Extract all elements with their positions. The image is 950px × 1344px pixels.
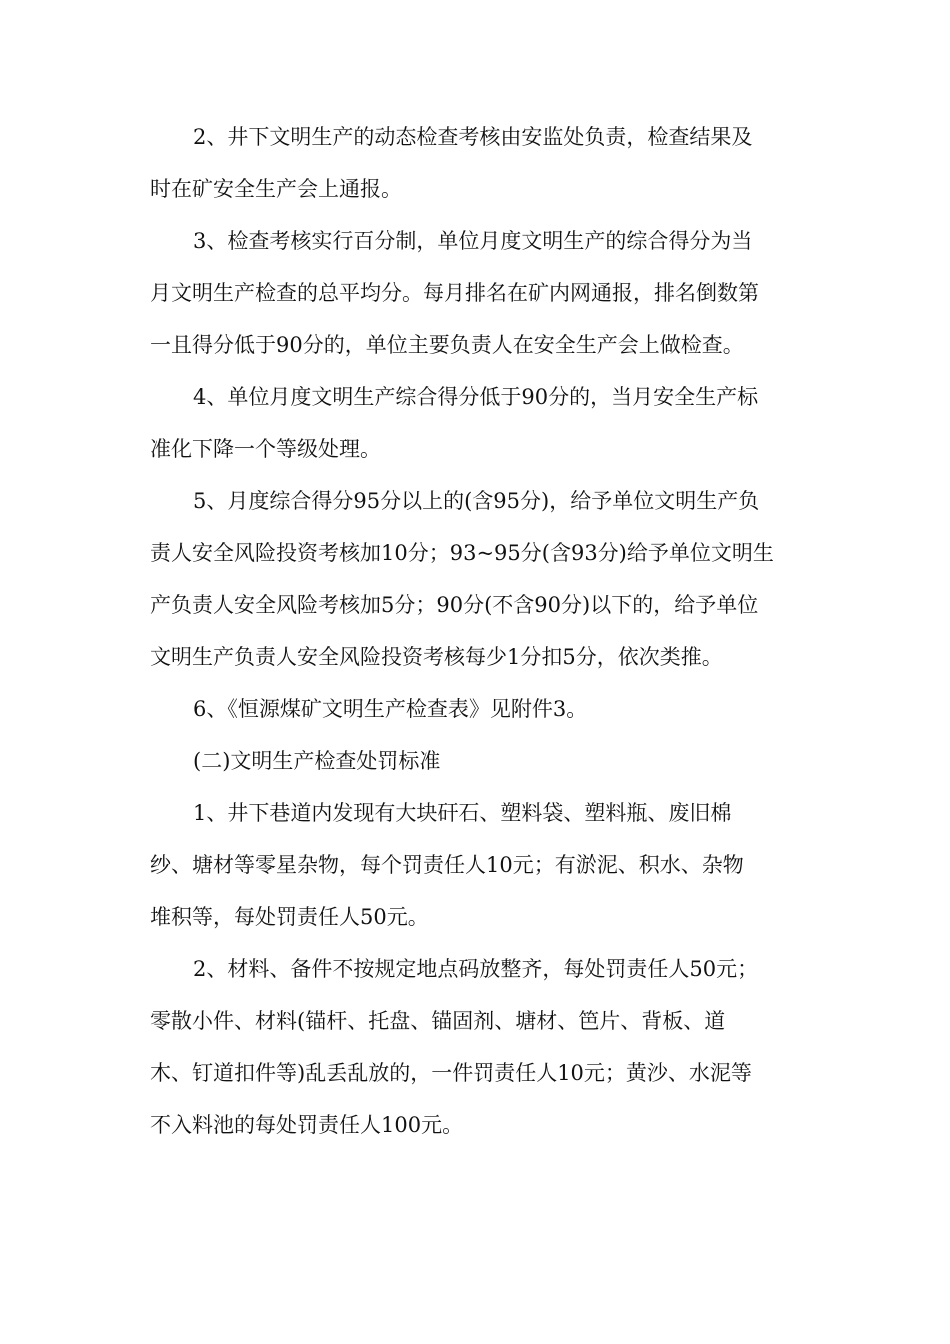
paragraph-4-line-1: 5、月度综合得分95分以上的(含95分)，给予单位文明生产负: [193, 489, 760, 513]
paragraph-7-line-2: 纱、塘材等零星杂物，每个罚责任人10元；有淤泥、积水、杂物: [150, 853, 744, 877]
paragraph-7-line-1: 1、井下巷道内发现有大块矸石、塑料袋、塑料瓶、废旧棉: [193, 801, 732, 825]
paragraph-7-line-3: 堆积等，每处罚责任人50元。: [150, 905, 429, 929]
paragraph-1-line-1: 2、井下文明生产的动态检查考核由安监处负责，检查结果及: [193, 125, 753, 149]
paragraph-8-line-3: 木、钉道扣件等)乱丢乱放的，一件罚责任人10元；黄沙、水泥等: [150, 1061, 752, 1085]
paragraph-5-line-1: 6、《恒源煤矿文明生产检查表》见附件3。: [193, 697, 588, 721]
paragraph-3-line-1: 4、单位月度文明生产综合得分低于90分的，当月安全生产标: [193, 385, 759, 409]
paragraph-8-line-1: 2、材料、备件不按规定地点码放整齐，每处罚责任人50元；: [193, 957, 759, 981]
paragraph-4-line-3: 产负责人安全风险考核加5分；90分(不含90分)以下的，给予单位: [150, 593, 759, 617]
paragraph-8-line-2: 零散小件、材料(锚杆、托盘、锚固剂、塘材、笆片、背板、道: [150, 1009, 726, 1033]
paragraph-4-line-2: 责人安全风险投资考核加10分；93~95分(含93分)给予单位文明生: [150, 541, 774, 565]
paragraph-2-line-1: 3、检查考核实行百分制，单位月度文明生产的综合得分为当: [193, 229, 753, 253]
paragraph-8-line-4: 不入料池的每处罚责任人100元。: [150, 1113, 464, 1137]
paragraph-2-line-3: 一且得分低于90分的，单位主要负责人在安全生产会上做检查。: [150, 333, 744, 357]
section-heading: (二)文明生产检查处罚标准: [193, 749, 441, 773]
paragraph-2-line-2: 月文明生产检查的总平均分。每月排名在矿内网通报，排名倒数第: [150, 281, 759, 305]
paragraph-3-line-2: 准化下降一个等级处理。: [150, 437, 381, 461]
paragraph-1-line-2: 时在矿安全生产会上通报。: [150, 177, 402, 201]
paragraph-4-line-4: 文明生产负责人安全风险投资考核每少1分扣5分，依次类推。: [150, 645, 723, 669]
